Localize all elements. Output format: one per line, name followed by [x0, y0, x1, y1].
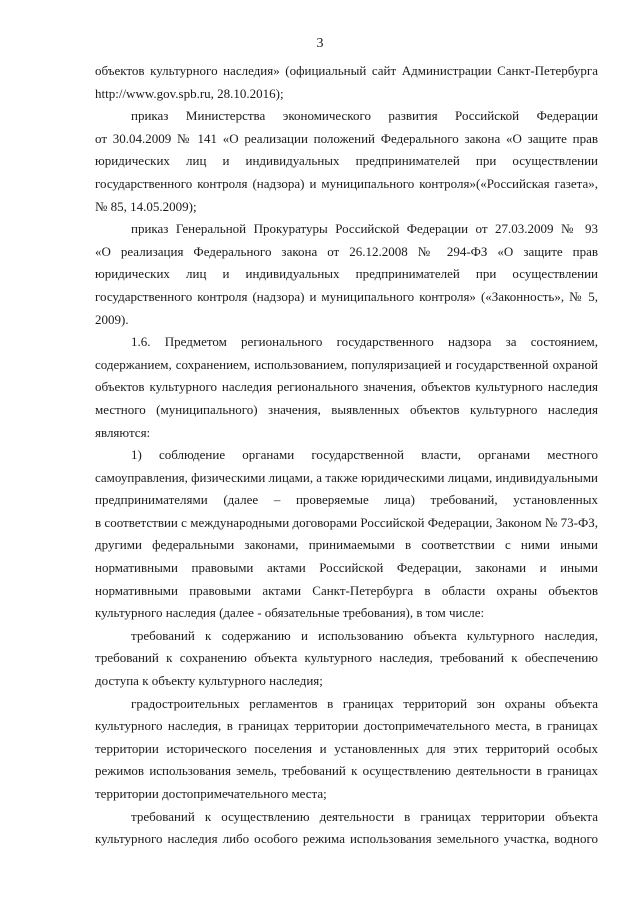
text-line: объектов культурного наследия» (официальный сайт Администрации Санкт-Петербурга [95, 63, 598, 78]
text-line: № 85, 14.05.2009); [95, 198, 197, 214]
text-line: другими федеральными законами, принимаемыми в соответствии с ними иными [95, 537, 598, 553]
text-line: территории исторического поселения и установленных для этих территорий особых [95, 740, 598, 756]
text-line: являются: [95, 424, 151, 440]
text-line: государственного контроля (надзора) и муниципального контроля» («Законность», № 5, [95, 288, 598, 304]
text-line: нормативными правовыми актами Российской Федерации, законами и иными [95, 560, 598, 576]
text-line: культурного наследия (далее - обязательные требования), в том числе: [95, 605, 485, 621]
text-line: территории достопримечательного места; [95, 786, 327, 801]
page-number: 3 [316, 36, 324, 51]
text-line: 1) соблюдение органами государственной власти, органами местного [131, 447, 598, 463]
text-line: в соответствии с международными договорами Российской Федерации, Законом № 73-ФЗ, [95, 514, 598, 530]
text-line: самоуправления, физическими лицами, а также юридическими лицами, индивидуальными [95, 469, 598, 485]
text-line: приказ Министерства экономического развития Российской Федерации [131, 108, 598, 124]
text-line: юридических лиц и индивидуальных предпринимателей при осуществлении [95, 153, 598, 169]
text-line: 2009). [95, 311, 129, 327]
text-line: содержанием, сохранением, использованием, популяризацией и государственной охраной [95, 356, 598, 372]
text-line: градостроительных регламентов в границах территорий зон охраны объекта [131, 695, 598, 711]
text-line: доступа к объекту культурного наследия; [95, 673, 323, 689]
text-line: приказ Генеральной Прокуратуры Российской Федерации от 27.03.2009 № 93 [131, 221, 598, 237]
text-line: объектов культурного наследия регионального значения, объектов культурного наследия [95, 379, 598, 395]
text-line: юридических лиц и индивидуальных предпринимателей при осуществлении [95, 266, 598, 282]
text-line: требований к содержанию и использованию объекта культурного наследия, [131, 627, 598, 643]
text-line: нормативными правовыми актами Санкт-Петербурга в области охраны объектов [95, 582, 598, 598]
text-line: государственного контроля (надзора) и муниципального контроля»(«Российская газета», [95, 175, 598, 191]
text-line: http://www.gov.spb.ru, 28.10.2016); [95, 85, 284, 101]
text-line: местного (муниципального) значения, выявленных объектов культурного наследия [95, 401, 598, 417]
text-line: культурного наследия либо особого режима использования земельного участка, водного [95, 831, 598, 847]
text-line: режимов использования земель, требований к осуществлению деятельности в границах [95, 763, 598, 779]
document-body [95, 60, 598, 851]
text-line: 1.6. Предметом регионального государственного надзора за состоянием, [131, 334, 598, 350]
text-line: от 30.04.2009 № 141 «О реализации положений Федерального закона «О защите прав [95, 130, 598, 146]
text-line: культурного наследия, в границах территории достопримечательного места, в границах [95, 718, 598, 734]
text-line: «О реализация Федерального закона от 26.12.2008 № 294-ФЗ «О защите прав [95, 243, 598, 259]
text-line: требований к осуществлению деятельности в границах территории объекта [131, 808, 598, 824]
text-line: предпринимателями (далее – проверяемые лица) требований, установленных [95, 492, 598, 508]
text-line: требований к сохранению объекта культурного наследия, требований к обеспечению [95, 650, 598, 666]
